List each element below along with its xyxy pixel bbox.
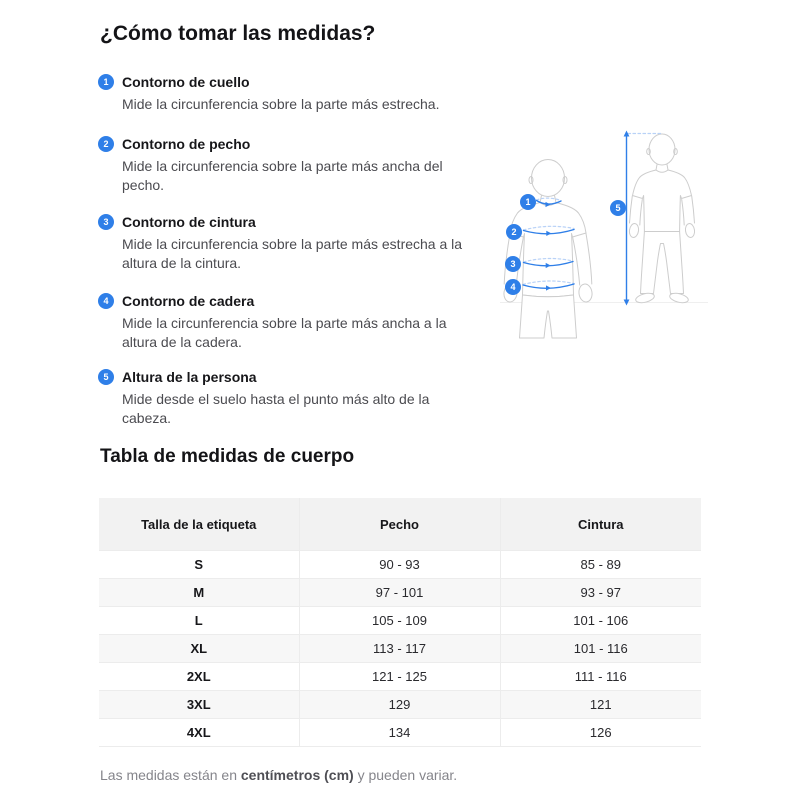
- cell-chest: 129: [299, 691, 500, 719]
- table-row: [99, 719, 701, 747]
- body-measurements-table: [99, 498, 701, 747]
- cell-size: 4XL: [99, 719, 299, 747]
- measurement-diagram: [490, 105, 720, 360]
- footnote-suffix: y pueden variar.: [353, 767, 458, 783]
- step-number-badge: 1: [98, 74, 114, 90]
- table-row: [99, 663, 701, 691]
- column-header-waist: Cintura: [500, 498, 701, 551]
- instruction-description: Mide desde el suelo hasta el punto más alto de la cabeza.: [122, 391, 430, 426]
- instruction-item: [98, 214, 476, 273]
- diagram-marker-5: 5: [610, 200, 626, 216]
- footnote-units: centímetros (cm): [240, 767, 354, 783]
- table-row: [99, 551, 701, 579]
- cell-chest: 90 - 93: [299, 551, 500, 579]
- instruction-title: Contorno de cintura: [122, 214, 256, 230]
- cell-chest: 113 - 117: [299, 635, 500, 663]
- cell-size: M: [99, 579, 299, 607]
- diagram-marker-2: 2: [506, 224, 522, 240]
- instruction-text: [122, 74, 476, 114]
- instruction-description: Mide la circunferencia sobre la parte más estrecha.: [122, 96, 440, 112]
- instruction-item: [98, 136, 476, 195]
- diagram-marker-4: 4: [505, 279, 521, 295]
- cell-chest: 134: [299, 719, 500, 747]
- cell-waist: 126: [500, 719, 701, 747]
- cell-chest: 97 - 101: [299, 579, 500, 607]
- column-header-chest: Pecho: [299, 498, 500, 551]
- cell-waist: 85 - 89: [500, 551, 701, 579]
- cell-waist: 111 - 116: [500, 663, 701, 691]
- cell-waist: 93 - 97: [500, 579, 701, 607]
- step-number-badge: 2: [98, 136, 114, 152]
- cell-size: L: [99, 607, 299, 635]
- cell-size: XL: [99, 635, 299, 663]
- instruction-text: [122, 136, 476, 195]
- cell-waist: 101 - 106: [500, 607, 701, 635]
- instruction-item: [98, 293, 476, 352]
- cell-size: 2XL: [99, 663, 299, 691]
- step-number-badge: 4: [98, 293, 114, 309]
- table-row: [99, 691, 701, 719]
- table-row: [99, 635, 701, 663]
- diagram-marker-3: 3: [505, 256, 521, 272]
- units-footnote: [100, 766, 457, 784]
- instruction-title: Contorno de cadera: [122, 293, 255, 309]
- footnote-prefix: Las medidas están en: [100, 767, 241, 783]
- instruction-description: Mide la circunferencia sobre la parte más estrecha a la altura de la cintura.: [122, 236, 463, 271]
- cell-waist: 121: [500, 691, 701, 719]
- cell-chest: 121 - 125: [299, 663, 500, 691]
- cell-size: S: [99, 551, 299, 579]
- step-number-badge: 5: [98, 369, 114, 385]
- body-figures-illustration: [490, 105, 720, 360]
- cell-chest: 105 - 109: [299, 607, 500, 635]
- page-title: ¿Cómo tomar las medidas?: [100, 22, 376, 45]
- instruction-title: Altura de la persona: [122, 369, 257, 385]
- column-header-size: Talla de la etiqueta: [99, 498, 299, 551]
- instruction-title: Contorno de pecho: [122, 136, 251, 152]
- instruction-title: Contorno de cuello: [122, 74, 250, 90]
- cell-size: 3XL: [99, 691, 299, 719]
- table-header-row: [99, 498, 701, 551]
- instruction-item: [98, 74, 476, 114]
- size-table-title: Tabla de medidas de cuerpo: [100, 446, 355, 467]
- step-number-badge: 3: [98, 214, 114, 230]
- instruction-item: [98, 369, 476, 428]
- full-body-figure-illustration: [629, 134, 696, 304]
- instruction-text: [122, 369, 476, 428]
- cell-waist: 101 - 116: [500, 635, 701, 663]
- instruction-description: Mide la circunferencia sobre la parte más ancha a la altura de la cadera.: [122, 315, 447, 350]
- table-row: [99, 607, 701, 635]
- instruction-text: [122, 214, 476, 273]
- table-row: [99, 579, 701, 607]
- diagram-marker-1: 1: [520, 194, 536, 210]
- torso-figure-illustration: [503, 160, 593, 339]
- instruction-description: Mide la circunferencia sobre la parte más ancha del pecho.: [122, 158, 443, 193]
- instruction-text: [122, 293, 476, 352]
